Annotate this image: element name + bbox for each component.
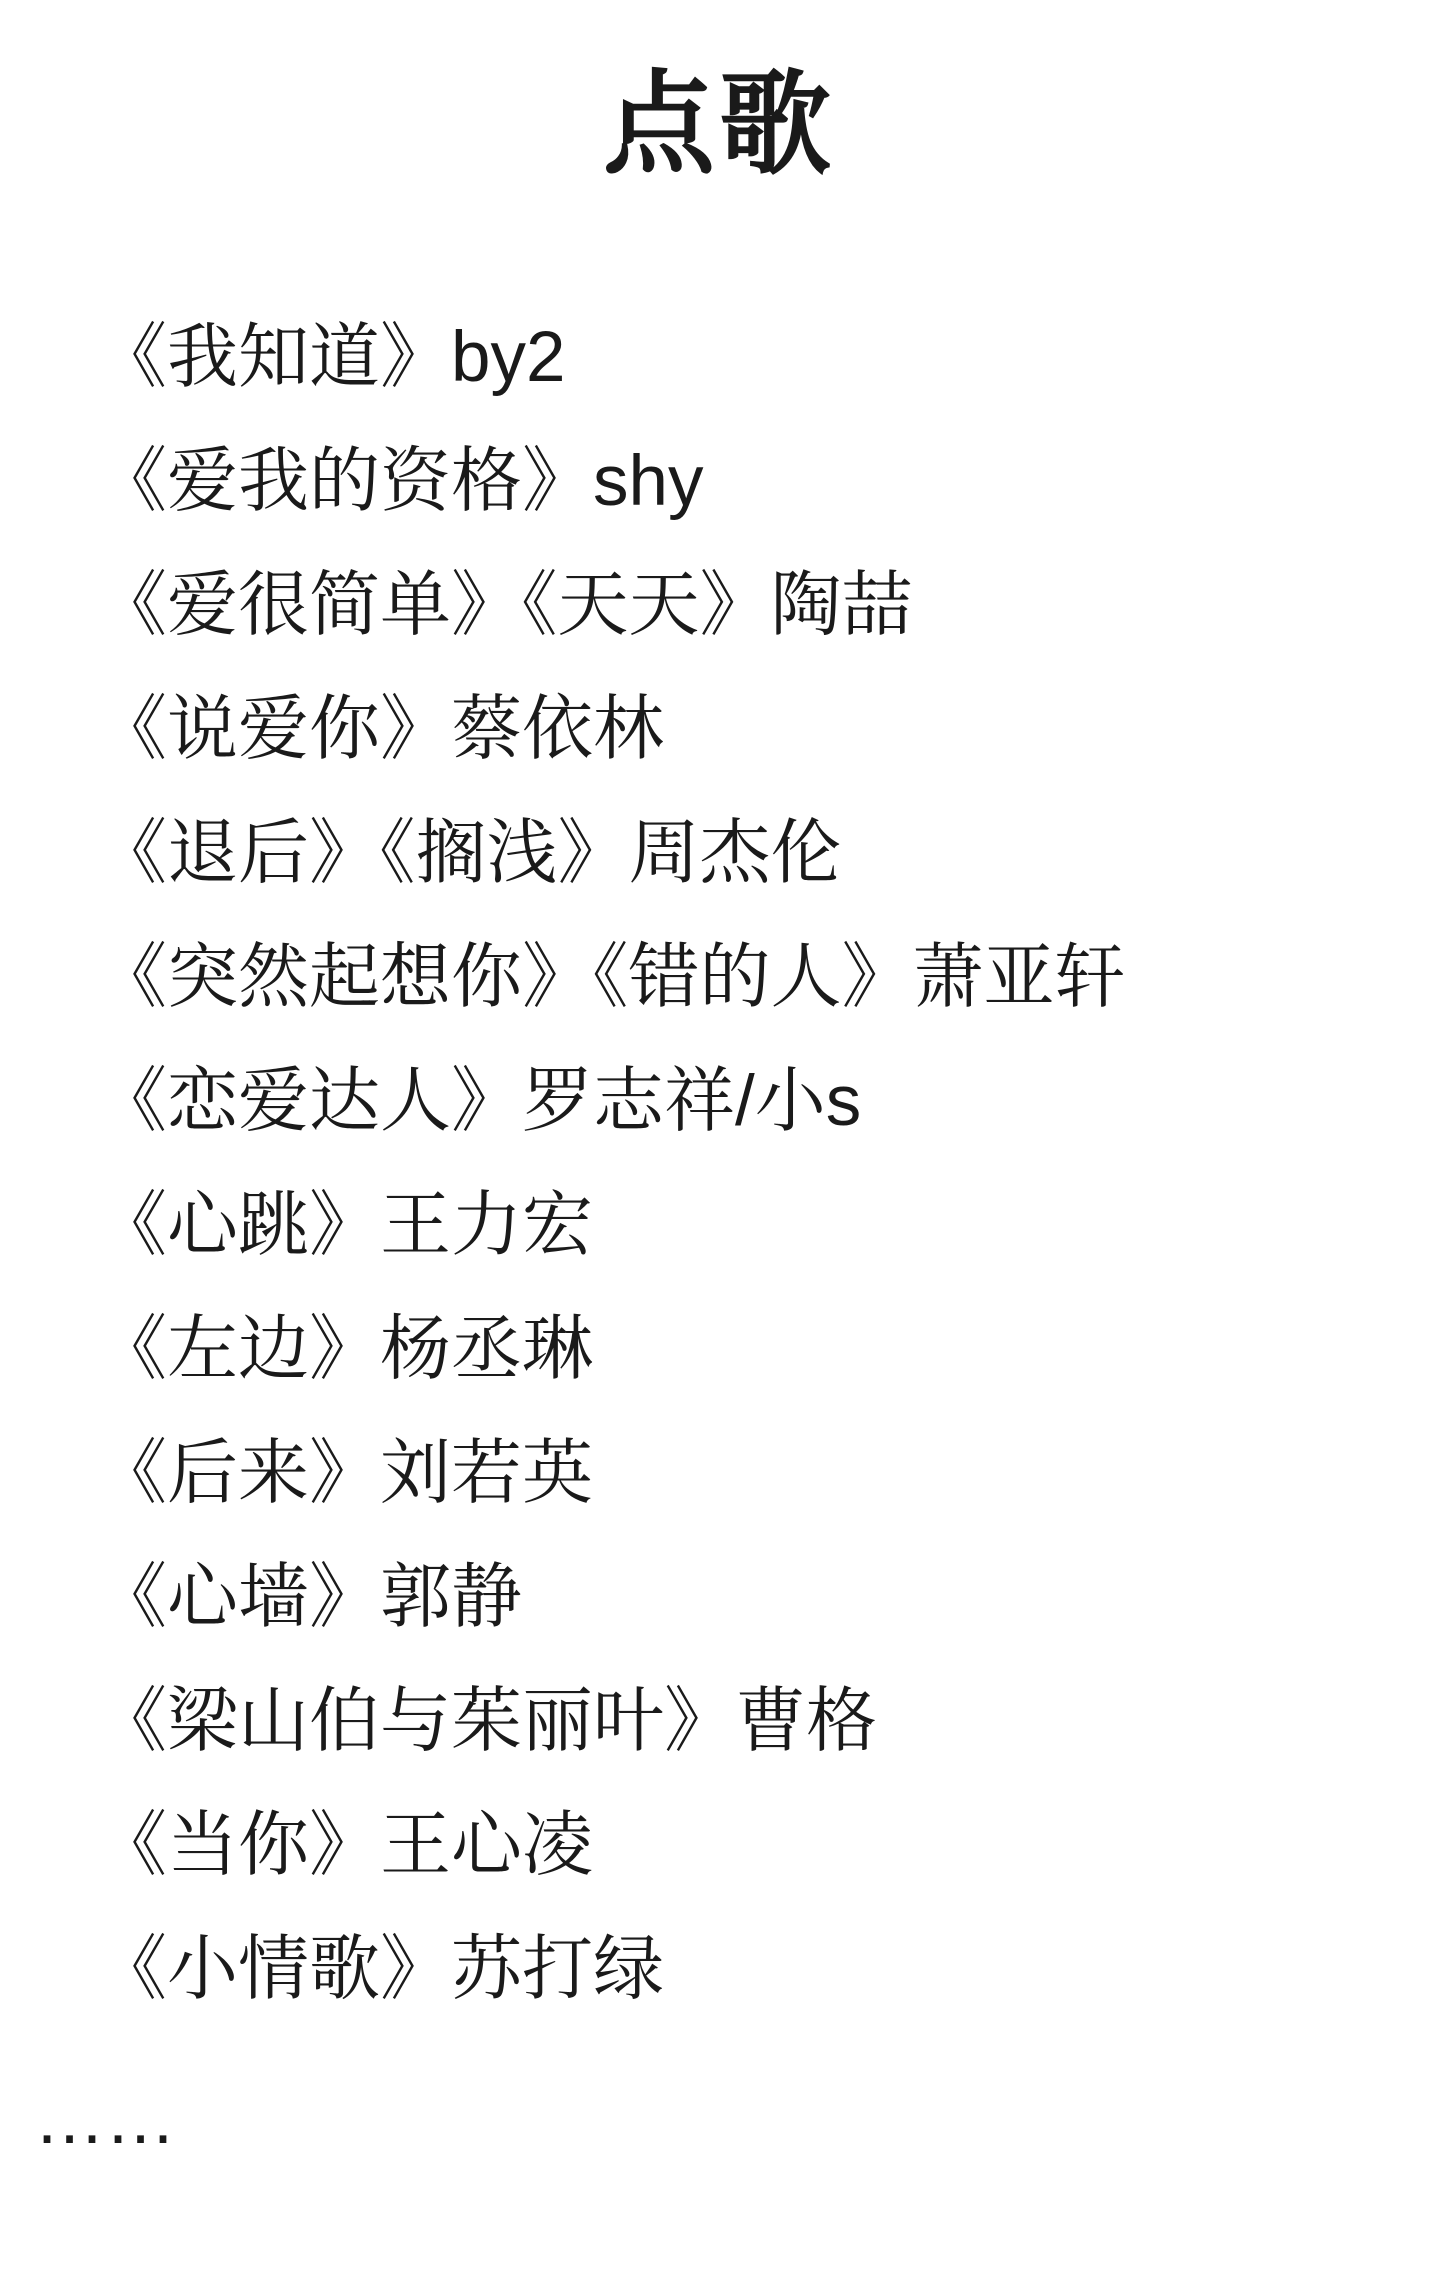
song-list-item: 《恋爱达人》罗志祥/小s [96,1062,862,1142]
song-list-item: 《梁山伯与茱丽叶》曹格 [96,1682,878,1762]
song-list-item: 《左边》杨丞琳 [96,1310,594,1390]
ellipsis-text: …… [34,2080,176,2160]
song-list [0,296,1438,2032]
song-list-item: 《退后》《搁浅》周杰伦 [96,814,842,894]
song-list-item: 《我知道》by2 [96,318,566,398]
song-list-item: 《当你》王心凌 [96,1806,594,1886]
song-list-item: 《小情歌》苏打绿 [96,1930,665,2010]
song-list-item: 《说爱你》蔡依林 [96,690,665,770]
page-title: 点歌 [603,62,835,187]
song-list-item: 《心跳》王力宏 [96,1186,594,1266]
song-list-item: 《爱我的资格》shy [96,442,704,522]
song-list-item: 《爱很简单》《天天》陶喆 [96,566,913,646]
song-list-item: 《后来》刘若英 [96,1434,594,1514]
song-list-item: 《心墙》郭静 [96,1558,523,1638]
song-list-item: 《突然起想你》《错的人》萧亚轩 [96,938,1126,1018]
